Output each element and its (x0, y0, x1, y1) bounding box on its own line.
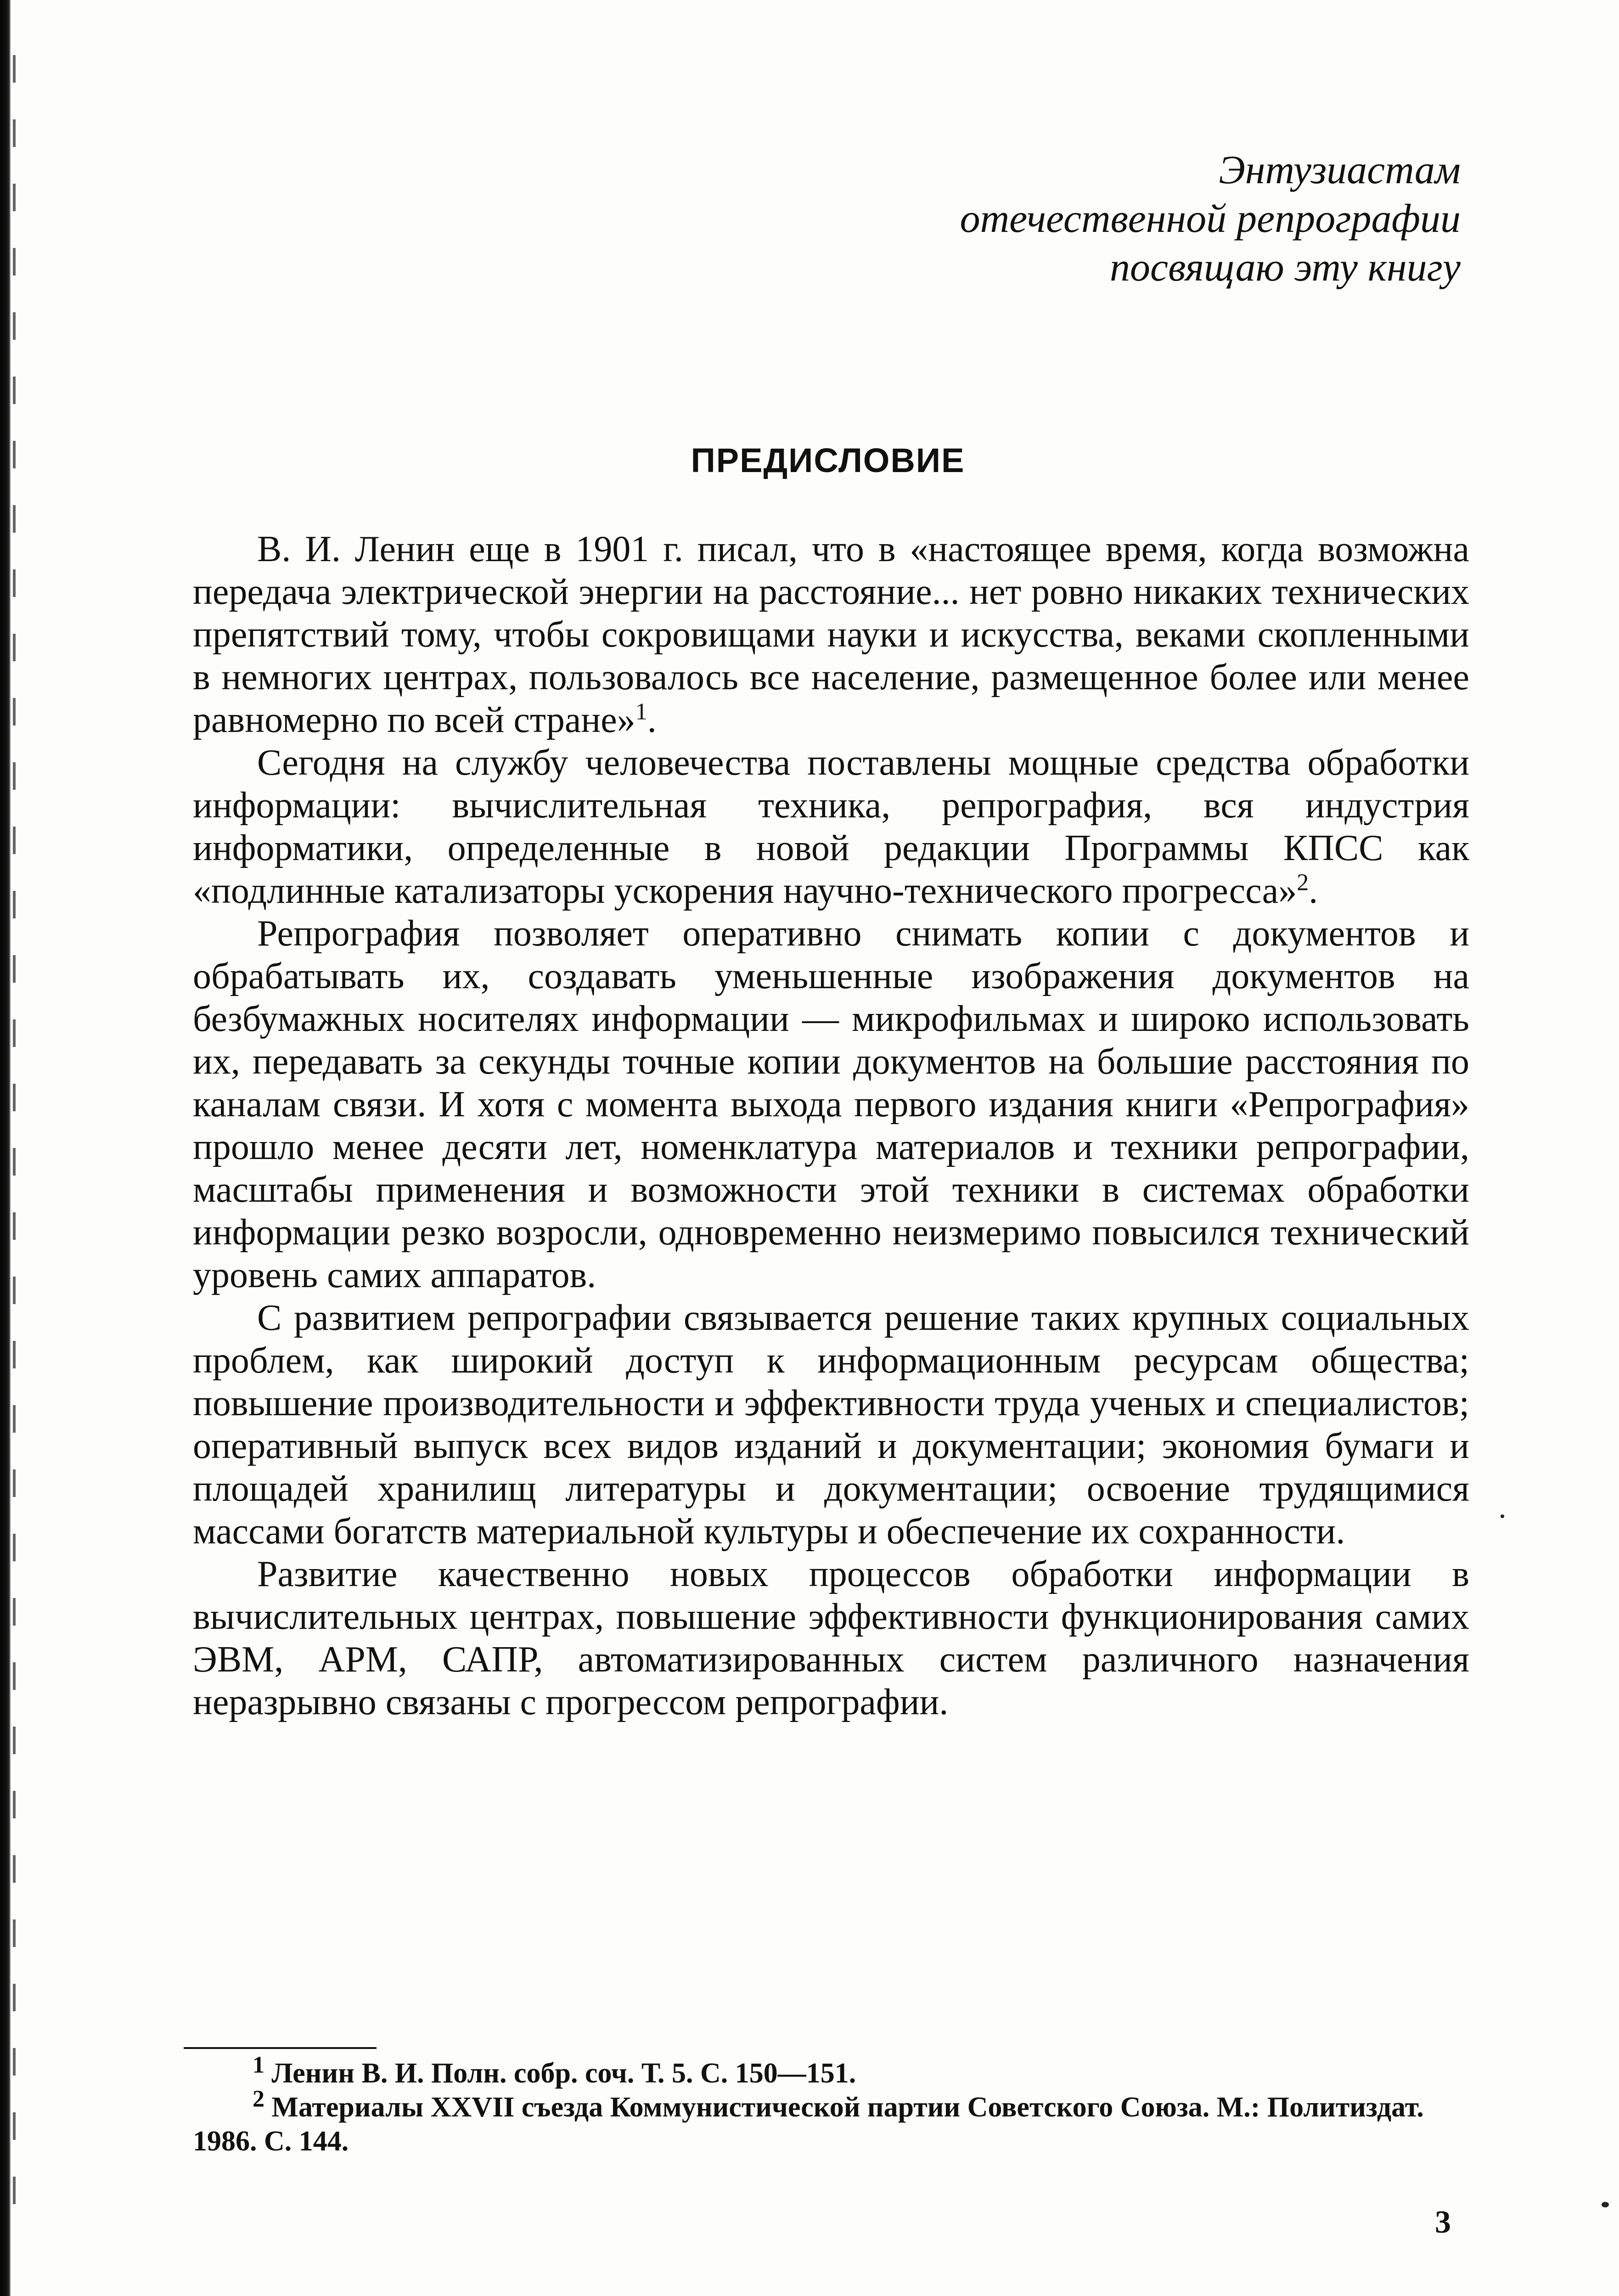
paragraph-text: Репрография позволяет оперативно снимать копии с документов и обрабатывать их, создавать уменьшенные изображения документов на безбумажных носителях информации — микрофильмах и широко использовать их, передавать за секунды точные копии документов на большие расстояния по каналам связи. И хотя с момента выхода первого издания книги «Репрография» прошло менее десяти лет, номенклатура материалов и техники репрографии, масштабы применения и возможности этой техники в системах обработки информации резко возросли, одновременно неизмеримо повысился технический уровень самих аппаратов. (193, 913, 1469, 1295)
dedication (680, 146, 1461, 292)
paragraph-text: С развитием репрографии связывается решение таких крупных социальных проблем, как широкий доступ к информационным ресурсам общества; повышение производительности и эффективности труда ученых и специалистов; оперативный выпуск всех видов изданий и документации; экономия бумаги и площадей хранилищ литературы и документации; освоение трудящимися массами богатств материальной культуры и обеспечение их сохранности. (193, 1298, 1469, 1552)
paragraph (193, 528, 1469, 742)
paragraph-text: Сегодня на службу человечества поставлены мощные средства обработки информации: вычислительная техника, репрография, вся индустрия информатики, определенные в новой редакции Программы КПСС как «подлинные катализаторы ускорения научно-технического прогресса» (193, 743, 1469, 911)
paragraph-end: . (647, 700, 657, 740)
paragraph (193, 912, 1469, 1297)
preface-body (193, 528, 1469, 1724)
dedication-line: посвящаю эту книгу (1110, 245, 1461, 290)
paragraph-text: В. И. Ленин еще в 1901 г. писал, что в «настоящее время, когда возможна передача электрической энергии на расстояние... нет ровно никаких технических препятствий тому, чтобы сокровищами науки и искусства, веками скопленными в немногих центрах, пользовалось все население, размещенное более или менее равномерно по всей стране» (193, 529, 1469, 740)
page-title: ПРЕДИСЛОВИЕ (691, 441, 965, 479)
scan-speck (1501, 1514, 1504, 1518)
dedication-line: Энтузиастам (1219, 148, 1461, 192)
paragraph-text: Развитие качественно новых процессов обработки информации в вычислительных центрах, повышение эффективности функционирования самих ЭВМ, АРМ, САПР, автоматизированных систем различного назначения неразрывно связаны с прогрессом репрографии. (193, 1554, 1469, 1722)
footnote-mark: 1 (253, 2052, 264, 2078)
footnote (193, 2052, 1469, 2090)
binding-edge (0, 0, 11, 2296)
paragraph (193, 1297, 1469, 1553)
footnote-ref: 1 (635, 698, 647, 725)
binding-shadow (13, 55, 16, 2213)
footnote-text: Ленин В. И. Полн. собр. соч. Т. 5. С. 150—151. (271, 2058, 856, 2089)
footnote (193, 2086, 1469, 2158)
footnotes (193, 2052, 1469, 2158)
footnote-ref: 2 (1297, 869, 1309, 896)
dedication-line: отечественной репрографии (960, 197, 1461, 241)
footnote-mark: 2 (253, 2086, 264, 2112)
footnote-text: Материалы XXVII съезда Коммунистической партии Советского Союза. М.: Политиздат. 1986. С. 144. (193, 2092, 1424, 2157)
paragraph (193, 1553, 1469, 1724)
footnote-divider (184, 2047, 377, 2049)
paragraph-end: . (1309, 871, 1318, 911)
paragraph (193, 742, 1469, 912)
page-number: 3 (1435, 2205, 1451, 2240)
scan-speck (1602, 2202, 1609, 2207)
